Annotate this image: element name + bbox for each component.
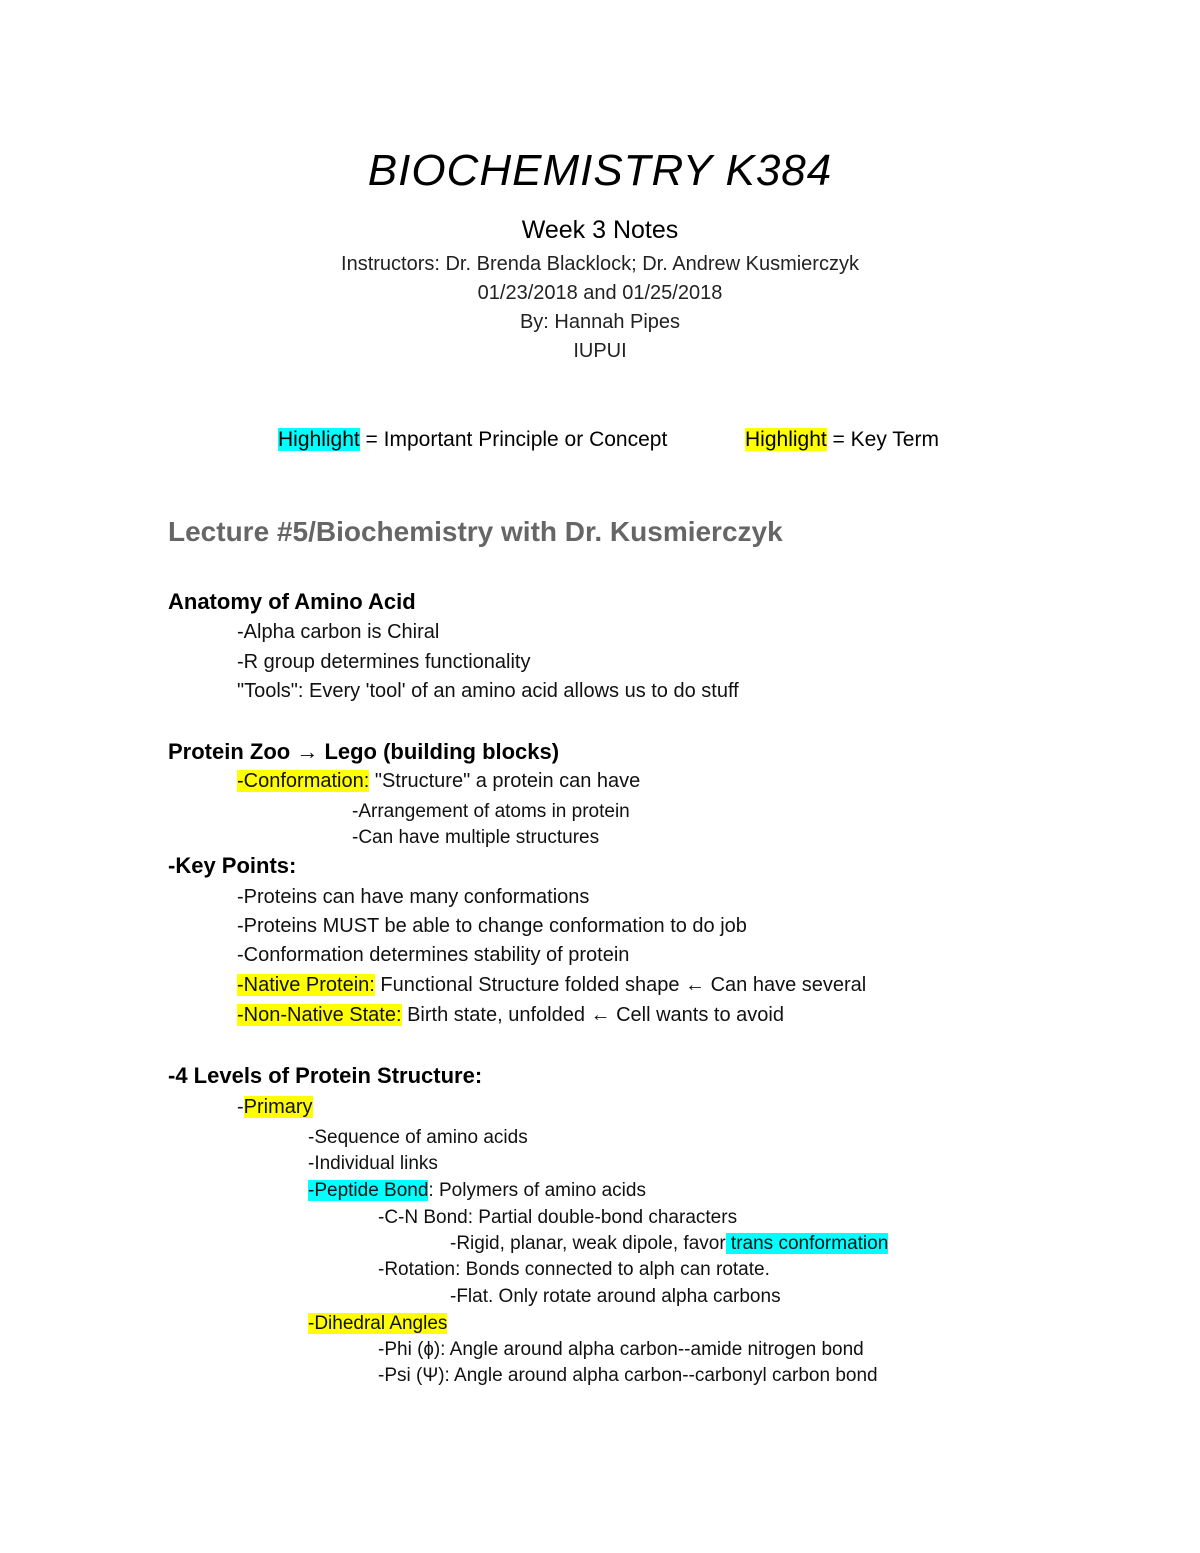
list-item: "Tools": Every 'tool' of an amino acid allows us to do stuff [237,680,739,702]
legend-concept [278,426,667,454]
legend-cyan-text: = Important Principle or Concept [359,428,668,451]
key-term: -Native Protein: [237,974,375,996]
list-item: -R group determines functionality [237,651,531,673]
definition-text: -Rigid, planar, weak dipole, favor [450,1233,726,1254]
key-term: Primary [243,1096,313,1118]
list-item: -Proteins MUST be able to change conformation to do job [237,915,747,937]
legend-yellow-text: = Key Term [826,428,939,451]
list-item: -Flat. Only rotate around alpha carbons [450,1286,781,1307]
list-item: -Phi (ɸ): Angle around alpha carbon--amide nitrogen bond [378,1339,864,1360]
list-item: -Psi (Ψ): Angle around alpha carbon--carbonyl carbon bond [378,1365,878,1386]
list-item: -C-N Bond: Partial double-bond characters [378,1207,738,1228]
list-item: -Rotation: Bonds connected to alph can rotate. [378,1259,770,1280]
document-subtitle: Week 3 Notes [521,216,679,244]
concept-term: trans conformation [725,1233,889,1254]
author-line: By: Hannah Pipes [519,311,681,333]
non-native-item [237,1002,784,1029]
definition-text: Functional Structure folded shape ← Can have several [374,974,867,996]
legend-keyterm [745,426,939,454]
rigid-item [450,1230,888,1257]
definition-text: "Structure" a protein can have [369,770,641,792]
list-item: -Individual links [308,1153,438,1174]
key-term: -Conformation: [237,770,370,792]
definition-text: : Polymers of amino acids [428,1180,646,1201]
native-protein-item [237,972,866,999]
list-item: -Can have multiple structures [352,827,600,848]
list-item: -Proteins can have many conformations [237,886,590,908]
school-line: IUPUI [573,340,627,362]
protein-zoo-heading: Protein Zoo → Lego (building blocks) [168,739,560,764]
definition-text: Birth state, unfolded ← Cell wants to avoid [401,1004,784,1026]
list-item: -Conformation determines stability of protein [237,944,630,966]
document-title: BIOCHEMISTRY K384 [367,146,833,195]
conformation-item [237,768,640,795]
peptide-bond-item [308,1177,646,1204]
legend-cyan-swatch: Highlight [278,428,360,451]
list-item: -Sequence of amino acids [308,1127,528,1148]
key-term: -Non-Native State: [237,1004,402,1026]
key-points-heading: -Key Points: [168,853,297,878]
list-item: -Alpha carbon is Chiral [237,621,440,643]
anatomy-heading: Anatomy of Amino Acid [168,589,416,614]
levels-heading: -4 Levels of Protein Structure: [168,1063,483,1088]
key-term: -Dihedral Angles [308,1313,448,1334]
instructors-line: Instructors: Dr. Brenda Blacklock; Dr. Andrew Kusmierczyk [341,253,859,275]
primary-item [237,1094,313,1121]
dates-line: 01/23/2018 and 01/25/2018 [477,282,723,304]
list-item: -Arrangement of atoms in protein [352,801,630,822]
legend-yellow-swatch: Highlight [745,428,827,451]
concept-term: -Peptide Bond [308,1180,429,1201]
dihedral-item [308,1310,447,1337]
lecture-heading: Lecture #5/Biochemistry with Dr. Kusmierczyk [168,516,783,547]
dash: - [237,1096,244,1118]
